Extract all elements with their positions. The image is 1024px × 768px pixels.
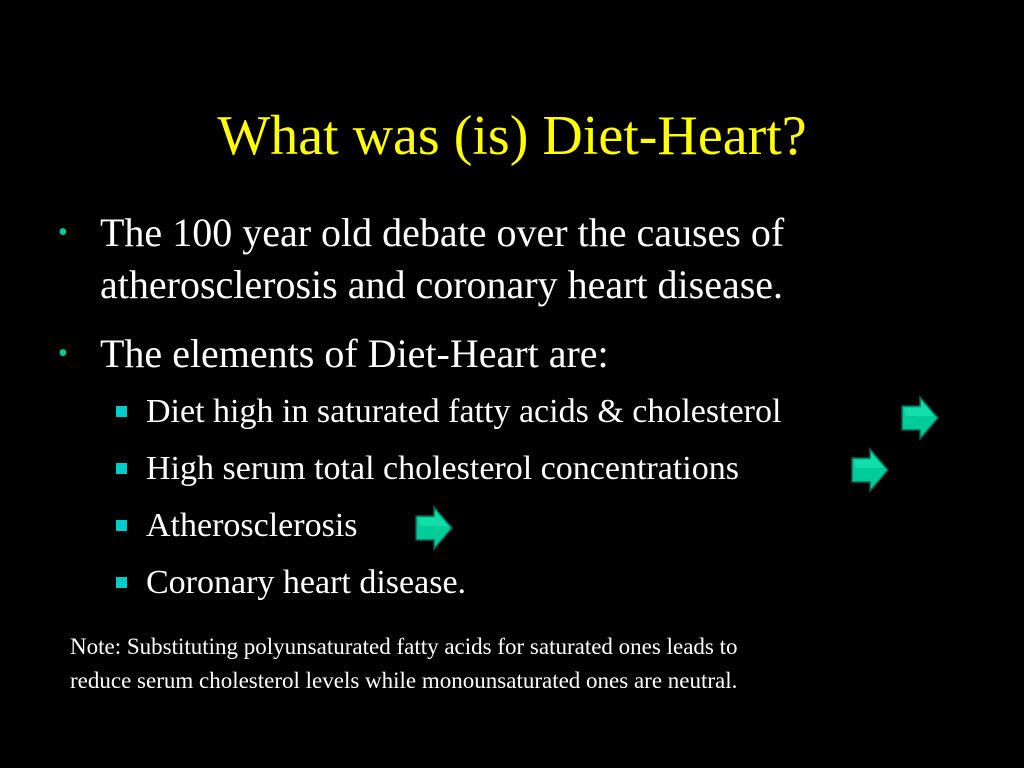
sub-bullet-text: Diet high in saturated fatty acids & cholesterol (146, 393, 782, 430)
square-bullet-icon (116, 406, 127, 417)
sub-bullet-text: High serum total cholesterol concentrations (146, 450, 739, 487)
bullet-item (58, 328, 958, 380)
right-arrow-icon[interactable] (414, 505, 454, 551)
right-arrow-icon[interactable] (900, 395, 940, 441)
footnote-line: Note: Substituting polyunsaturated fatty acids for saturated ones leads to (70, 634, 738, 659)
sub-bullet-text: Coronary heart disease. (146, 564, 467, 601)
square-bullet-icon (116, 577, 127, 588)
bullet-dot-icon: • (58, 338, 68, 369)
square-bullet-icon (116, 520, 127, 531)
square-bullet-icon (116, 463, 127, 474)
bullet-text: The elements of Diet-Heart are: (100, 331, 609, 376)
right-arrow-icon[interactable] (850, 447, 890, 493)
slide-title: What was (is) Diet-Heart? (217, 105, 807, 167)
bullet-dot-icon: • (58, 217, 68, 248)
bullet-item (58, 207, 958, 311)
footnote (70, 630, 970, 698)
sub-bullet-text: Atherosclerosis (146, 507, 358, 544)
footnote-line: reduce serum cholesterol levels while monounsaturated ones are neutral. (70, 668, 738, 693)
bullet-text: The 100 year old debate over the causes of atherosclerosis and coronary heart disease. (100, 210, 785, 307)
